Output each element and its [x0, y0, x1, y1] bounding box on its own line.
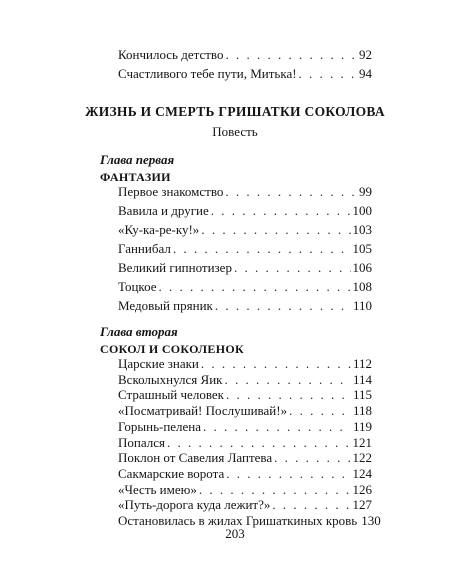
- toc-entry: [118, 419, 372, 435]
- toc-entry-title: Ганнибал: [118, 241, 171, 256]
- toc-entry-page: 112: [352, 356, 372, 371]
- toc-entry-title: Остановилась в жилах Гришаткиных кровь: [118, 513, 358, 528]
- leader-dots: [225, 47, 357, 63]
- toc-entry: [118, 372, 372, 388]
- leader-dots: [225, 184, 357, 200]
- leader-dots: [173, 241, 351, 257]
- leader-dots: [167, 435, 351, 451]
- toc-entry: [118, 466, 372, 482]
- toc-entry: [118, 241, 372, 257]
- part-title: ЖИЗНЬ И СМЕРТЬ ГРИШАТКИ СОКОЛОВА: [85, 104, 385, 119]
- part-subtitle: Повесть: [212, 124, 258, 139]
- toc-entry-page: 100: [352, 203, 372, 218]
- toc-entry-title: Попался: [118, 434, 165, 450]
- toc-entry-title: Тоцкое: [118, 279, 157, 294]
- chapter-label: Глава вторая: [100, 324, 178, 339]
- toc-entry: [118, 482, 372, 498]
- leader-dots: [226, 466, 350, 482]
- toc-entry-page: 94: [359, 66, 372, 81]
- toc-entry: [118, 184, 372, 200]
- toc-entry: [118, 260, 372, 276]
- toc-entry-page: 105: [352, 241, 372, 256]
- chapter-label: Глава первая: [100, 152, 175, 167]
- toc-entry-title: «Посматривай! Послушивай!»: [118, 403, 288, 419]
- toc-entry-title: Великий гипнотизер: [118, 260, 232, 275]
- toc-entry: [118, 298, 372, 314]
- toc-entry: [118, 435, 372, 451]
- toc-entry-title: Вавила и другие: [118, 203, 209, 218]
- leader-dots: [224, 372, 351, 388]
- leader-dots: [226, 387, 351, 403]
- toc-entry-page: 106: [352, 260, 372, 275]
- chapter-title: СОКОЛ И СОКОЛЕНОК: [100, 342, 244, 356]
- toc-entry-page: 115: [352, 387, 372, 403]
- leader-dots: [203, 419, 351, 435]
- toc-entry-page: 118: [352, 403, 372, 419]
- toc-entry-title: Счастливого тебе пути, Митька!: [118, 66, 297, 81]
- toc-entry: [118, 387, 372, 403]
- toc-entry-page: 110: [352, 298, 372, 313]
- leader-dots: [299, 66, 357, 82]
- leader-dots: [274, 450, 350, 466]
- toc-entry: [118, 66, 372, 82]
- toc-entry-page: 127: [352, 497, 372, 513]
- toc-entry-title: Горынь-пелена: [118, 418, 202, 434]
- toc-entry-page: 121: [352, 434, 372, 450]
- toc-entry: [118, 356, 372, 372]
- toc-entry: [118, 403, 372, 419]
- toc-entry: [118, 203, 372, 219]
- toc-entry-page: 108: [352, 279, 372, 294]
- toc-entry-title: Кончилось детство: [118, 47, 224, 62]
- toc-entry-page: 122: [352, 450, 372, 466]
- leader-dots: [199, 482, 351, 498]
- toc-entry: [118, 47, 372, 63]
- leader-dots: [201, 222, 350, 238]
- toc-entry-page: 126: [352, 481, 372, 497]
- toc-entry-title: «Ку-ка-ре-ку!»: [118, 222, 200, 237]
- leader-dots: [289, 403, 351, 419]
- toc-entry-title: Всколыхнулся Яик: [118, 371, 223, 387]
- toc-entry-title: Страшный человек: [118, 387, 224, 403]
- page-number: 203: [225, 526, 245, 541]
- toc-entry-page: 92: [359, 47, 372, 62]
- leader-dots: [211, 203, 351, 219]
- toc-entry-title: Сакмарские ворота: [118, 465, 225, 481]
- toc-entry-title: Царские знаки: [118, 356, 199, 371]
- toc-entry-page: 114: [352, 371, 372, 387]
- toc-entry-title: Поклон от Савелия Лаптева: [118, 450, 273, 466]
- leader-dots: [201, 356, 351, 372]
- leader-dots: [272, 497, 350, 513]
- toc-entry: [118, 450, 372, 466]
- toc-entry-title: Медовый пряник: [118, 298, 213, 313]
- leader-dots: [234, 260, 351, 276]
- leader-dots: [159, 279, 351, 295]
- chapter-title: ФАНТАЗИИ: [100, 170, 171, 184]
- toc-entry-page: 103: [352, 222, 372, 237]
- toc-entry-page: 124: [352, 465, 372, 481]
- toc-entry: [118, 279, 372, 295]
- toc-entry-title: «Путь-дорога куда лежит?»: [118, 497, 271, 513]
- toc-entry-page: 119: [352, 418, 372, 434]
- toc-entry: [118, 497, 372, 513]
- toc-entry: [118, 513, 381, 529]
- toc-entry-page: 130: [361, 513, 381, 528]
- toc-entry: [118, 222, 372, 238]
- toc-entry-title: «Честь имею»: [118, 481, 197, 497]
- toc-entry-page: 99: [359, 184, 372, 199]
- toc-entry-title: Первое знакомство: [118, 184, 224, 199]
- leader-dots: [215, 298, 351, 314]
